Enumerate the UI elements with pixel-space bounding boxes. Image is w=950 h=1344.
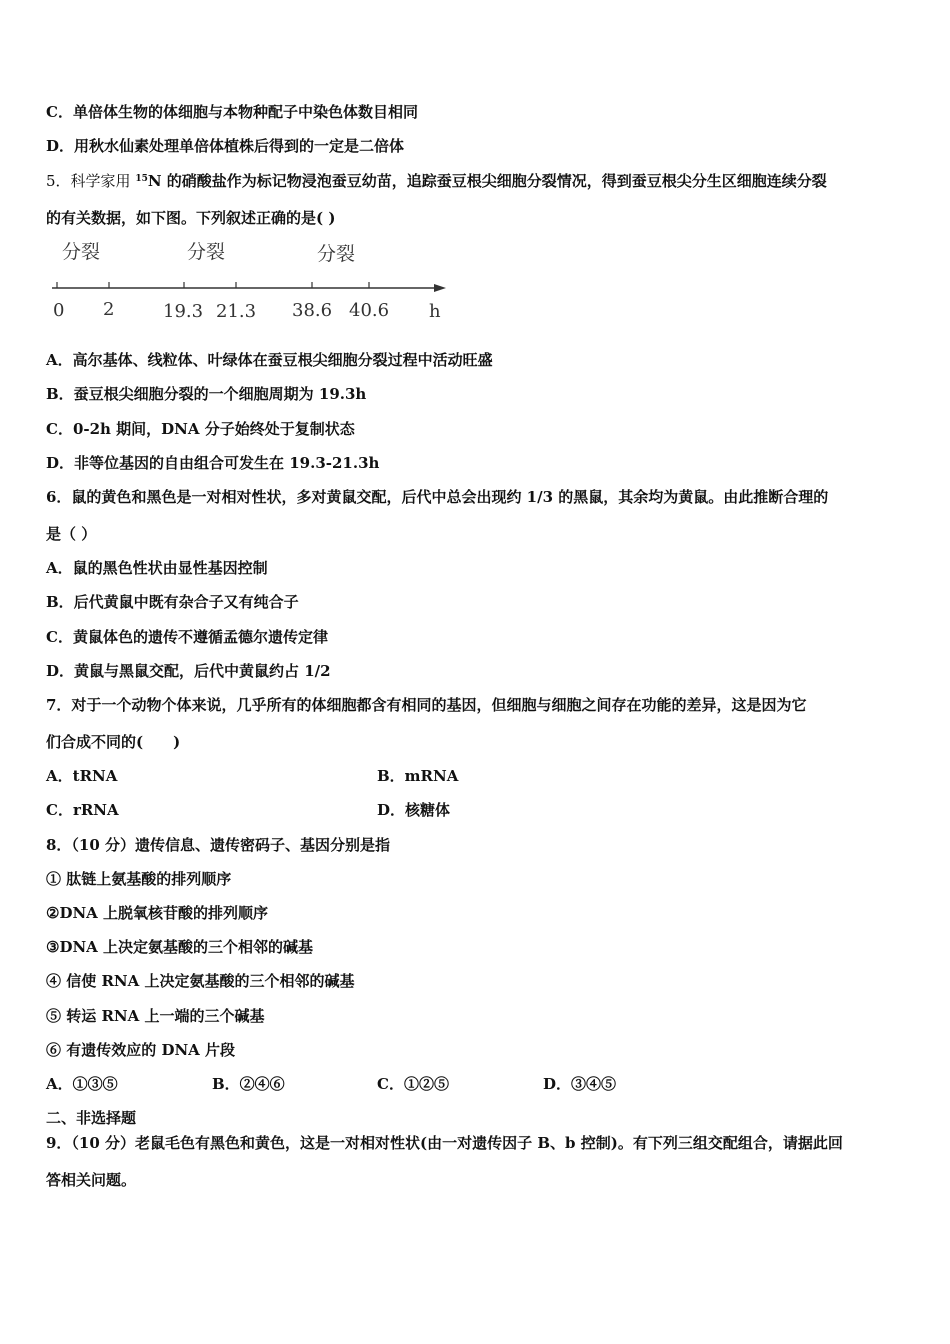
q4-option-c: C．单倍体生物的体细胞与本物种配子中染色体数目相同	[46, 103, 418, 121]
tick-label-38-6: 38.6	[292, 300, 333, 321]
section-heading: 二、非选择题	[46, 1109, 137, 1127]
q7-option-d: D．核糖体	[377, 801, 451, 819]
q7-option-a: A．tRNA	[46, 767, 118, 785]
q8-option-d: D．③④⑤	[543, 1075, 617, 1093]
tick-label-21-3: 21.3	[216, 301, 257, 322]
q6-option-d: D．黄鼠与黑鼠交配，后代中黄鼠约占 1/2	[46, 662, 331, 680]
q5-option-b: B．蚕豆根尖细胞分裂的一个细胞周期为 19.3h	[46, 385, 367, 403]
q7-stem-line2: 们合成不同的( )	[46, 733, 181, 751]
axis-arrow-icon	[434, 284, 446, 292]
division-label-3: 分裂	[317, 243, 356, 265]
division-label-2: 分裂	[187, 241, 226, 263]
q5-option-c: C．0-2h 期间，DNA 分子始终处于复制状态	[46, 420, 355, 438]
q5-stem-post: N 的硝酸盐作为标记物浸泡蚕豆幼苗，追踪蚕豆根尖细胞分裂情况，得到蚕豆根尖分生区细胞连续分裂	[147, 172, 827, 190]
axis-unit-label: h	[429, 301, 441, 322]
q5-option-d: D．非等位基因的自由组合可发生在 19.3-21.3h	[46, 454, 380, 472]
q4-option-d: D．用秋水仙素处理单倍体植株后得到的一定是二倍体	[46, 137, 405, 155]
q7-option-c: C．rRNA	[46, 801, 119, 819]
tick-label-19-3: 19.3	[163, 301, 204, 322]
q8-stem: 8．（10 分）遗传信息、遗传密码子、基因分别是指	[46, 836, 391, 854]
q9-stem-line2: 答相关问题。	[46, 1171, 137, 1189]
q8-item-3: ③DNA 上决定氨基酸的三个相邻的碱基	[46, 938, 314, 956]
q8-option-c: C．①②⑤	[377, 1075, 449, 1093]
q6-option-a: A．鼠的黑色性状由显性基因控制	[46, 559, 268, 577]
q6-stem-line1: 6．鼠的黄色和黑色是一对相对性状，多对黄鼠交配，后代中总会出现约 1/3 的黑鼠，其余均为黄鼠。由此推断合理的	[46, 488, 829, 506]
q8-option-a: A．①③⑤	[46, 1075, 118, 1093]
q5-stem-pre: 5．科学家用	[46, 172, 136, 190]
q8-item-4: ④ 信使 RNA 上决定氨基酸的三个相邻的碱基	[46, 972, 355, 990]
q6-option-c: C．黄鼠体色的遗传不遵循孟德尔遗传定律	[46, 628, 328, 646]
q6-stem-line2: 是（ ）	[46, 525, 97, 543]
division-label-1: 分裂	[62, 241, 101, 263]
q8-item-1: ① 肽链上氨基酸的排列顺序	[46, 870, 232, 888]
q7-option-b: B．mRNA	[377, 767, 459, 785]
q9-stem-line1: 9．（10 分）老鼠毛色有黑色和黄色，这是一对相对性状(由一对遗传因子 B、b 控制)。有下列三组交配组合，请据此回	[46, 1134, 843, 1152]
cell-cycle-timeline-figure	[46, 236, 456, 328]
q6-option-b: B．后代黄鼠中既有杂合子又有纯合子	[46, 593, 299, 611]
q7-stem-line1: 7．对于一个动物个体来说，几乎所有的体细胞都含有相同的基因，但细胞与细胞之间存在功能的差异，这是因为它	[46, 696, 807, 714]
q5-stem-line2: 的有关数据，如下图。下列叙述正确的是( )	[46, 209, 336, 227]
tick-label-40-6: 40.6	[349, 300, 390, 321]
q5-isotope-superscript: 15	[135, 174, 148, 184]
q5-option-a: A．高尔基体、线粒体、叶绿体在蚕豆根尖细胞分裂过程中活动旺盛	[46, 351, 493, 369]
q8-item-6: ⑥ 有遗传效应的 DNA 片段	[46, 1041, 236, 1059]
q8-item-2: ②DNA 上脱氧核苷酸的排列顺序	[46, 904, 269, 922]
q8-option-b: B．②④⑥	[212, 1075, 285, 1093]
tick-label-2: 2	[103, 299, 115, 320]
tick-label-0: 0	[53, 300, 65, 321]
q5-stem-line1	[46, 171, 827, 191]
q8-item-5: ⑤ 转运 RNA 上一端的三个碱基	[46, 1007, 265, 1025]
